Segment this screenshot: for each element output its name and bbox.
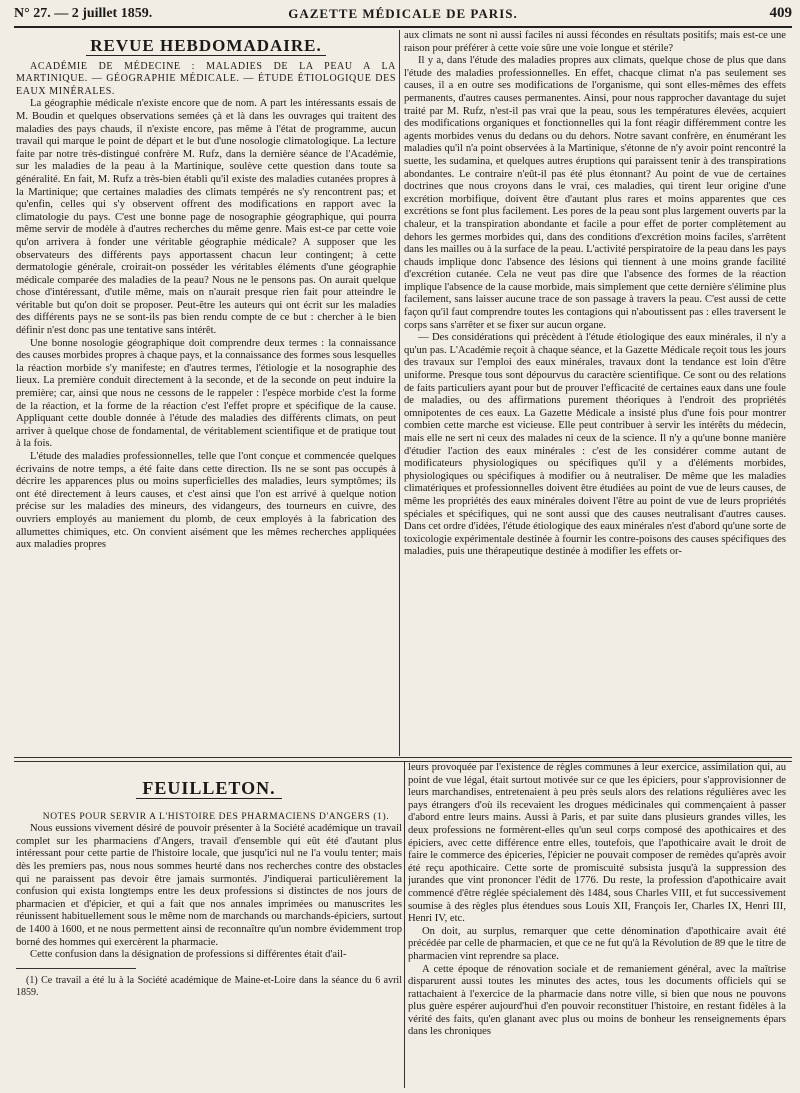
revue-subheading: ACADÉMIE DE MÉDECINE : MALADIES DE LA PEAU A LA MARTINIQUE. — GÉOGRAPHIE MÉDICALE. — ÉTUDE ÉTIOLOGIQUE DES EAUX MINÉRALES. [16, 60, 396, 97]
revue-column-right [404, 30, 786, 756]
feuilleton-subheading: NOTES POUR SERVIR A L'HISTOIRE DES PHARMACIENS D'ANGERS (1). [42, 811, 390, 822]
revue-column-left [16, 30, 396, 756]
feuilleton-paragraph: On doit, au surplus, remarquer que cette dénomination d'apothicaire avait été précédée par celle de pharmacien, et que ce ne fut qu'à la Révolution de 89 que le titre de pharmacien vint reprendre sa place. [408, 925, 786, 962]
footnote-rule [16, 968, 136, 969]
column-divider [404, 762, 405, 1088]
revue-paragraph: aux climats ne sont ni aussi faciles ni aussi fécondes en résultats positifs; mais est-ce une raison pour préférer à cette voie sûre une voie longue et stérile? [404, 30, 786, 54]
revue-paragraph: Une bonne nosologie géographique doit comprendre deux termes : la connaissance des causes morbides propres à chaque pays, et la connaissance des formes sous lesquelles la réaction morbide s'y manifeste; en d'autres termes, l'étiologie et la nosographie des lieux. La première conduit directement à la seconde, et de la seconde on peut induire la première; car, ainsi que nous ne cessons de le rappeler : l'espèce morbide c'est la forme de la réaction, et la forme de la réaction c'est l'effet propre et spécifique de la cause. Appliquant cette double donnée à l'étude des maladies des différents climats, on peut arriver à quelque chose de fondamental, de véritablement scientifique et de pratique tout à la fois. [16, 337, 396, 450]
feuilleton-title: FEUILLETON. [16, 782, 402, 795]
journal-title: GAZETTE MÉDICALE DE PARIS. [288, 6, 518, 21]
feuilleton-column-right [408, 762, 786, 1088]
column-divider [399, 30, 400, 756]
revue-paragraph: Il y a, dans l'étude des maladies propres aux climats, quelque chose de plus que dans l'étude des maladies professionnelles. En effet, chacque climat n'a pas seulement ses causes, il a en outre ses modifications de l'organisme, qui sont elles-mêmes des effets permanents, d'autres causes permanentes. Ainsi, pour nous rapprocher davantage du sujet traité par M. Rufz, n'est-il pas vrai que la peau, sous les températures élevées, acquiert des modifications organiques et fonctionnelles qui la font réagir différemment contre les agents morbides venus du dedans ou du dehors. Notre savant confrère, en énumérant les maladies qu'il n'a point observées à la Martinique, s'étonne de n'y avoir point rencontré la suette, les sudamina, et quelques autres éruptions qui paraissent tenir à des transpirations abondantes. Le contraire n'eût-il pas été plus étonnant? Au point de vue de certaines doctrines que nous croyons dans le vrai, ces maladies, qui tirent leur origine d'une excrétion morbifique, doivent être d'autant plus rares et moins apparentes que ces excrétions se font plus facilement. Les pores de la peau sont plus largement ouverts par la chaleur, et la transpiration abondante et facile a pour effet de porter complètement au dehors les germes morbides qui, dans des conditions d'excrétion moins faciles, s'arrêtent dans les mailles ou à la surface de la peau. L'activité perspiratoire de la peau dans les pays chauds implique donc l'absence des lésions qui tiennent à une moins grande facilité d'excrétion cutanée. Cela ne veut pas dire que l'absence des formes de la réaction implique l'absence de la cause morbide, mais simplement que cette dernière s'élimine plus facilement, sans laisser aucune trace de son passage à travers la peau. C'est aussi de cette façon qu'il faut comprendre toutes les contagions qui n'aboutissent pas : elles traversent le corps sans s'arrêter et se fixer sur aucun organe. [404, 55, 786, 331]
feuilleton-paragraph: A cette époque de rénovation sociale et de remaniement général, avec la maîtrise disparurent aussi toutes les minutes des actes, tous les documents officiels qui se rattachaient à l'exercice de la pharmacie dans notre ville, si bien que nous ne pouvons plus guère espérer aujourd'hui d'en pouvoir reconstituer l'histoire, en restant fidèles à la vérité des faits, qu'en glanant avec plus ou moins de bonheur les renseignements épars dans les chroniques [408, 963, 786, 1038]
page-number: 409 [769, 5, 792, 21]
revue-paragraph: La géographie médicale n'existe encore que de nom. A part les intéressants essais de M. Boudin et quelques observations semées çà et là dans les ouvrages qui traitent des maladies des pays chauds, il n'existe encore, pas même à l'état de programme, aucun travail qui marque le point de départ et le but d'une nosologie climatologique. La lecture faite par notre très-distingué confrère M. Rufz, dans la dernière séance de l'Académie, sur les maladies de la peau à la Martinique, soulève cette question dans toute sa généralité. En fait, M. Rufz a très-bien établi qu'il existe des maladies cutanées propres à la Martinique; que certaines maladies des climats tempérés ne s'y rencontrent pas; et qu'enfin, celles qui s'y observent offrent des modifications en rapport avec la climatologie du pays. C'est une bonne page de nosographie géographique, qui pourra même servir de modèle à d'autres recherches du même genre. Mais est-ce par cette voie qu'on arrivera à fonder une véritable géographie médicale? A supposer que les observateurs des différents pays apportassent chacun leur contingent; à cette dermatologie générale, croirait-on posséder les véritables éléments d'une géographie médicale comparée des maladies de la peau? Nous ne le pensons pas. On aurait quelque chose d'intéressant, d'utile même, mais on n'aurait presque rien fait pour atteindre le véritable but qu'on doit se proposer. Peut-être les auteurs qui ont écrit sur les maladies des différents pays ne se sont-ils pas bien rendu compte de ce but : chercher à le bien définir n'est donc pas une tentative sans intérêt. [16, 98, 396, 337]
footnote: (1) Ce travail a été lu à la Société académique de Maine-et-Loire dans la séance du 6 avril 1859. [16, 974, 402, 998]
feuilleton-paragraph: Cette confusion dans la désignation de professions si différentes était d'ail- [30, 949, 347, 961]
revue-title: REVUE HEBDOMADAIRE. [16, 40, 396, 53]
feuilleton-column-left [16, 762, 402, 1088]
revue-paragraph: — Des considérations qui précèdent à l'étude étiologique des eaux minérales, il n'y a qu'un pas. L'Académie reçoit à chaque séance, et la Gazette Médicale reçoit tous les jours des travaux sur l'emploi des eaux minérales, travaux dont la tendance est loin d'être uniforme. Presque tous sont dépourvus du caractère scientifique. Ce sont ou des relations de faits particuliers ayant pour but de prouver l'efficacité de certaines eaux dans une foule de maladies, ou des affirmations purement théoriques à l'endroit des propriétés omnipotentes de ces eaux. La Gazette Médicale a insisté plus d'une fois pour montrer combien cette marche est vicieuse. Elle peut contribuer à servir les intérêts du médecin, mais elle ne sert ni ceux des malades ni ceux de la science. Il n'y a qu'une bonne manière d'étudier l'action des eaux minérales : c'est de les considérer comme autant de modificateurs physiologiques ou spécifiques qu'il y a d'éléments morbides, physiologiques ou spécifiques à modifier ou à neutraliser. De même que les maladies climatériques et professionnelles doivent être étudiées au point de vue de leurs causes, de même les propriétés des eaux minérales doivent l'être au point de vue de leurs propriétés spéciales et spécifiques, qui ne sont aussi que des causes neutralisant d'autres causes. Dans cet ordre d'idées, l'étude étiologique des eaux minérales n'est d'abord qu'une sorte de toxicologie expérimentale destinée à fournir les contre-poisons des causes spécifiques des maladies, puis une thérapeutique destinée à modifier les effets or- [404, 332, 786, 558]
issue-date: N° 27. — 2 juillet 1859. [14, 6, 153, 21]
feuilleton-paragraph: Nous eussions vivement désiré de pouvoir présenter à la Société académique un travail complet sur les pharmaciens d'Angers, travail d'ensemble qui eût été d'autant plus intéressant pour cette partie de l'histoire locale, que jusqu'ici nul ne l'a voulu tenter; mais dès les premiers pas, nous nous sommes heurté dans nos recherches contre des obstacles qui ne paraissent pas devoir être jamais surmontés. J'indiquerai particulièrement la confusion qui exista longtemps entre les deux professions si distinctes de nos jours de pharmacien et d'épicier, et qui a fait que nos annales imprimées ou manuscrites les réunissent habituellement sous le même nom de marchands ou marchands-épiciers, surtout de 1400 à 1600, et ne nous permettent ainsi de reconnaître qu'un nombre évidemment trop borné des hommes qui exercèrent la pharmacie. [16, 823, 402, 948]
page-header [14, 4, 792, 28]
feuilleton-paragraph: leurs provoquée par l'existence de règles communes à leur exercice, assimilation qui, au point de vue légal, était surtout motivée sur ce que les épiciers, pour s'approvisionner de leurs marchandises, entretenaient à peu près seuls alors des relations régulières avec les pays étrangers d'où ils recevaient les drogues médicinales qui commençaient à passer d'abord entre leurs mains. Aussi à Paris, et par suite dans plusieurs grandes villes, les deux professions ne formèrent-elles qu'un seul corps composé des apothicaires et des épiciers, avec cette différence entre elles, toutefois, que l'apothicaire avait le droit de faire le commerce des épiceries, l'épicier ne pouvait composer de remèdes qu'après avoir été reçu apothicaire. Cette sorte de promiscuité subsista jusqu'à la suppression des jurandes que vint prononcer l'édit de 1776. Du reste, la profession d'apothicaire avait commencé d'être réglée spécialement dès 1484, sous Charles VIII, et fut successivement soumise à des règles plus étendues sous Louis XII, François Ier, Charles IX, Henri III, Henri IV, etc. [408, 762, 786, 925]
revue-paragraph: L'étude des maladies professionnelles, telle que l'ont conçue et commencée quelques écrivains de notre temps, a été faite dans cette direction. Ils ne se sont pas occupés à décrire les apparences plus ou moins superficielles des maladies, leurs symptômes; ils ont été directement à leurs causes, et c'est ainsi que l'on est arrivé à quelque notion précise sur les maladies des mineurs, des vidangeurs, des tourneurs en cuivre, des ouvriers employés au maniement du plomb, de ceux employés à la fabrication des allumettes chimiques, etc. On convient aisément que les mêmes recherches appliquées aux maladies propres [16, 451, 396, 551]
